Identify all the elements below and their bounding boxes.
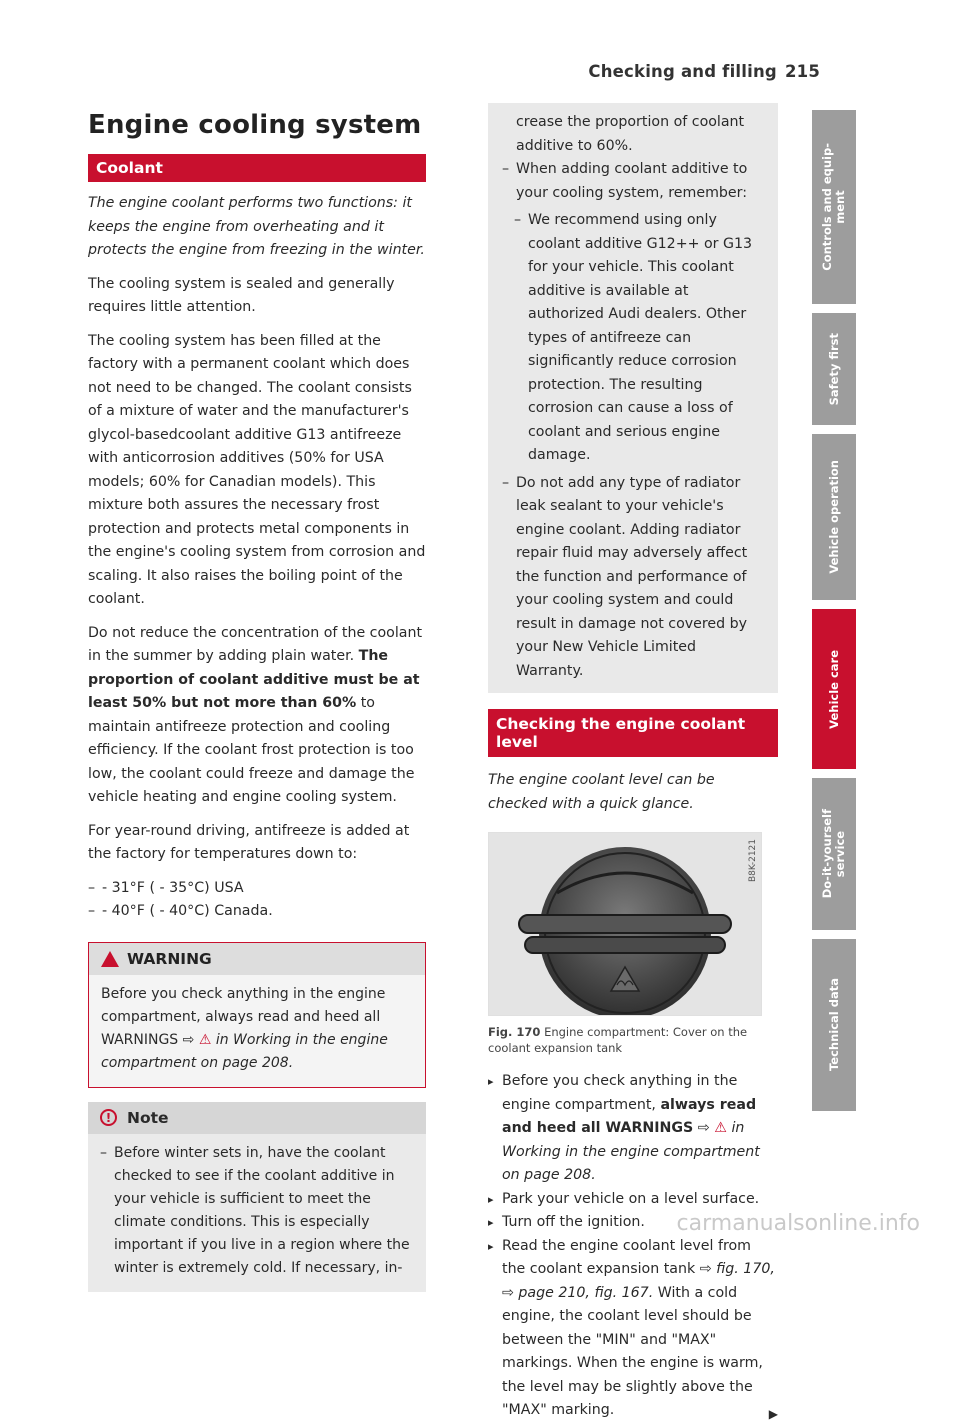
warning-box	[88, 942, 426, 1088]
tab-label: Vehicle operation	[826, 460, 841, 574]
warning-body	[89, 975, 425, 1087]
temp-usa: – - 31°F ( - 35°C) USA	[88, 877, 426, 901]
step-read-warnings	[488, 1070, 778, 1188]
paragraph-concentration	[88, 622, 426, 810]
note-cont-text: crease the proportion of coolant additive to 60%.	[516, 114, 745, 154]
bullet-recommend: – We recommend using only coolant additive G12++ or G13 for your vehicle. This coolant additive is available at authorized Audi dealers. Other types of antifreeze can significantly reduce corrosion protection. The resulting corrosion can cause a loss of coolant and serious engine damage.	[502, 209, 764, 468]
info-circle-icon: !	[100, 1109, 117, 1126]
watermark: carmanualsonline.info	[676, 1211, 920, 1236]
note-box	[88, 1102, 426, 1292]
section-title: Engine cooling system	[88, 110, 422, 140]
note-title: Note	[127, 1108, 169, 1127]
step1-link[interactable]: in Working in the engine compartment on page 208.	[502, 1120, 760, 1183]
step4-fig-ref[interactable]: ⇨ fig. 170, ⇨ page 210, fig. 167.	[502, 1261, 775, 1301]
warning-small-triangle-icon: ⚠	[198, 1031, 212, 1048]
concentration-bold: The proportion of coolant additive must be at least 50% but not more than 60%	[88, 648, 420, 711]
step4-text-a: Read the engine coolant level from the coolant expansion tank	[502, 1237, 751, 1277]
tab-label: Do-it-yourself service	[820, 809, 847, 899]
tab-label: Vehicle care	[826, 649, 841, 729]
coolant-subheading: Coolant	[88, 154, 426, 182]
figure-code: B8K-2121	[748, 839, 758, 883]
step-ignition: ▸ Turn off the ignition.	[488, 1211, 778, 1235]
note-text: – Before winter sets in, have the coolant checked to see if the coolant additive in your vehicle is sufficient to meet the climate conditions. This is especially important if you live in a region where the winter is extremely cold. If necessary, in-	[100, 1142, 414, 1280]
bullet-adding-coolant: – When adding coolant additive to your cooling system, remember:	[502, 158, 764, 205]
coolant-intro: The engine coolant performs two functions: it keeps the engine from overheating and it protects the engine from freezing in the winter.	[88, 195, 425, 258]
concentration-text-a: Do not reduce the concentration of the coolant in the summer by adding plain water.	[88, 624, 423, 664]
tab-diy-service[interactable]	[812, 778, 856, 930]
warning-link-text[interactable]: in Working in the engine compartment on page 208.	[101, 1031, 388, 1071]
page-header	[588, 62, 820, 81]
tab-label: Safety first	[826, 332, 841, 406]
chapter-tabs	[812, 110, 856, 1120]
bullet-no-sealant: – Do not add any type of radiator leak sealant to your vehicle's engine coolant. Adding radiator repair fluid may adversely affect the function and performance of your cooling system and could result in damage not covered by your New Vehicle Limited Warranty.	[502, 472, 764, 684]
left-column	[88, 110, 426, 1292]
note-header	[88, 1102, 426, 1134]
paragraph-year-round: For year-round driving, antifreeze is added at the factory for temperatures down to:	[88, 822, 410, 862]
step-park: ▸ Park your vehicle on a level surface.	[488, 1188, 778, 1212]
tab-controls[interactable]	[812, 110, 856, 304]
warning-title: WARNING	[127, 949, 212, 968]
paragraph-factory-fill: The cooling system has been filled at the factory with a permanent coolant which does not need to be changed. The coolant consists of a mixture of water and the manufacturer's glycol-basedcoolant additive G13 antifreeze with anticorrosion additives (50% for USA models; 60% for Canadian models). This mixture both assures the necessary frost protection and protects metal components in the engine's cooling system from corrosion and scaling. It also raises the boiling point of the coolant.	[88, 332, 426, 607]
tab-label: Controls and equip- ment	[820, 143, 847, 271]
tab-vehicle-care[interactable]	[812, 609, 856, 769]
continue-arrow-icon: ▶	[768, 1407, 778, 1421]
step1-text-a: Before you check anything in the engine compartment,	[502, 1073, 738, 1113]
tab-technical-data[interactable]	[812, 939, 856, 1111]
warning-triangle-icon	[101, 951, 119, 967]
step4-text-c: With a cold engine, the coolant level should be between the "MIN" and "MAX" markings. When the engine is warm, the level may be slightly above the "MAX" marking.	[502, 1284, 763, 1418]
note-continuation	[488, 103, 778, 693]
tab-label: Technical data	[826, 978, 841, 1072]
step-read-level	[488, 1235, 778, 1423]
paragraph-sealed: The cooling system is sealed and generally requires little attention.	[88, 275, 395, 315]
tab-vehicle-operation[interactable]	[812, 434, 856, 600]
checking-intro: The engine coolant level can be checked with a quick glance.	[488, 772, 715, 812]
temp-canada: – - 40°F ( - 40°C) Canada.	[88, 900, 426, 924]
figure-caption-text: Engine compartment: Cover on the coolant expansion tank	[488, 1025, 748, 1055]
running-title: Checking and filling	[588, 62, 777, 81]
arrow-ref-icon: ⇨	[697, 1120, 710, 1136]
note-body	[88, 1134, 426, 1292]
checking-level-subheading: Checking the engine coolant level	[488, 709, 778, 757]
concentration-text-c: to maintain antifreeze protection and cooling efficiency. If the coolant frost protection is too low, the coolant could freeze and damage the vehicle heating and engine cooling system.	[88, 695, 415, 805]
figure-coolant-cap	[488, 832, 762, 1016]
warning-header	[89, 943, 425, 975]
page-number: 215	[784, 62, 820, 81]
figure-label: Fig. 170	[488, 1025, 541, 1039]
figure-caption	[488, 1024, 778, 1056]
warning-small-triangle-icon: ⚠	[714, 1120, 727, 1136]
warning-text-a: Before you check anything in the engine compartment, always read and heed all WARNINGS ⇨	[101, 985, 386, 1048]
step1-bold: always read and heed all WARNINGS	[502, 1096, 757, 1136]
tab-safety[interactable]	[812, 313, 856, 425]
coolant-cap-illustration	[489, 833, 761, 1015]
